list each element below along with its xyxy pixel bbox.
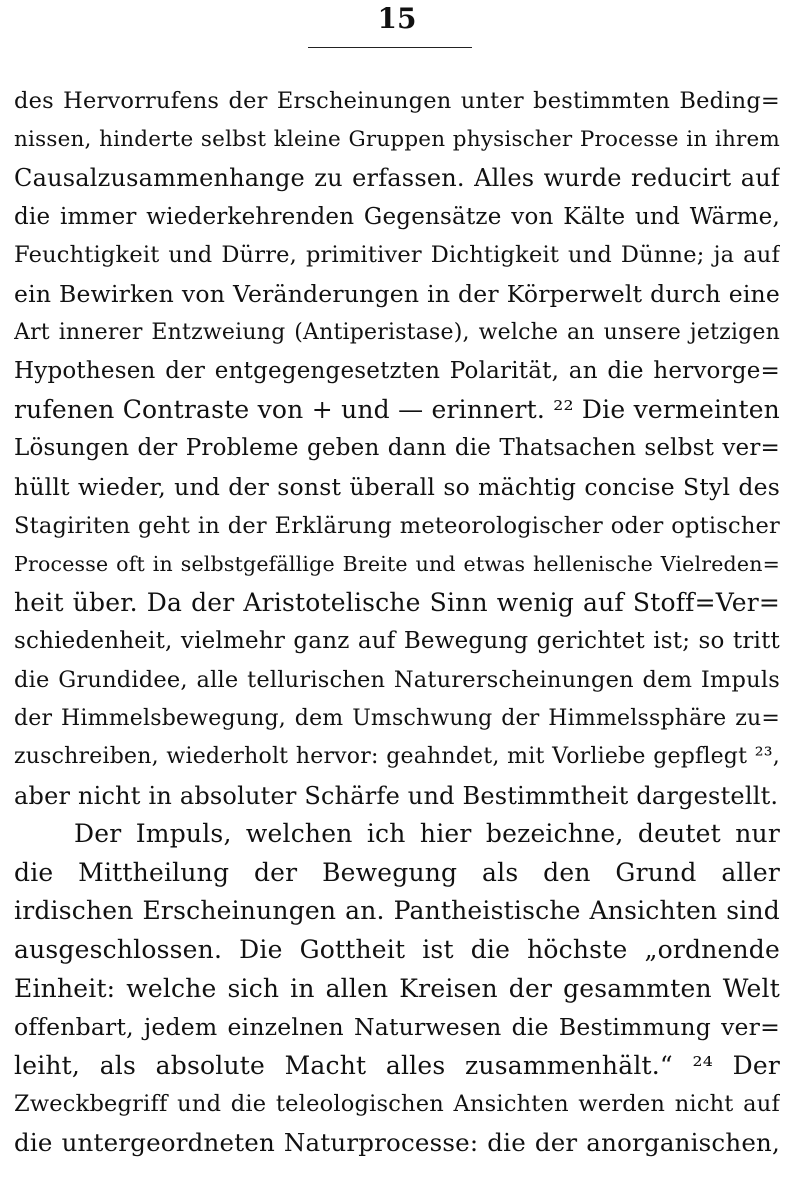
text-line: Lösungen der Probleme geben dann die Thatsachen selbst ver= [14,435,780,462]
text-line: Art innerer Entzweiung (Antiperistase), welche an unsere jetzigen [14,319,780,345]
paragraph-end-line: aber nicht in absoluter Schärfe und Bestimmtheit dargestellt. [14,781,779,810]
text-line: die untergeordneten Naturprocesse: die der anorganischen, [14,1128,780,1158]
paragraph-start-line: Der Impuls, welchen ich hier bezeichne, deutet nur [74,819,780,849]
text-line: Causalzusammenhange zu erfassen. Alles wurde reducirt auf [14,164,780,193]
text-line: die Grundidee, alle tellurischen Naturerscheinungen dem Impuls [14,666,780,693]
text-line: nissen, hinderte selbst kleine Gruppen physischer Processe in ihrem [14,126,780,152]
text-line: schiedenheit, vielmehr ganz auf Bewegung gerichtet ist; so tritt [14,628,780,655]
text-line: Feuchtigkeit und Dürre, primitiver Dichtigkeit und Dünne; ja auf [14,242,780,269]
text-line: leiht, als absolute Macht alles zusammenhält.“ ²⁴ Der [14,1050,780,1080]
text-line: Einheit: welche sich in allen Kreisen der gesammten Welt [14,973,780,1003]
text-line: zuschreiben, wiederholt hervor: geahndet, mit Vorliebe gepflegt ²³, [14,744,780,770]
text-line: Zweckbegriff und die teleologischen Ansichten werden nicht auf [14,1091,780,1118]
text-line: Processe oft in selbstgefällige Breite und etwas hellenische Vielreden= [14,552,780,577]
text-line: hüllt wieder, und der sonst überall so mächtig concise Styl des [14,472,780,501]
text-line: ausgeschlossen. Die Gottheit ist die höchste „ordnende [14,935,780,965]
text-line: des Hervorrufens der Erscheinungen unter bestimmten Beding= [14,88,780,114]
header-rule [308,47,472,48]
text-line: der Himmelsbewegung, dem Umschwung der Himmelssphäre zu= [14,705,780,731]
text-line: die immer wiederkehrenden Gegensätze von Kälte und Wärme, [14,203,780,230]
text-line: die Mittheilung der Bewegung als den Grund aller [14,857,780,887]
body-text [14,82,780,1163]
text-line: heit über. Da der Aristotelische Sinn wenig auf Stoff=Ver= [14,587,780,617]
text-line: offenbart, jedem einzelnen Naturwesen die Bestimmung ver= [14,1013,780,1042]
text-line: irdischen Erscheinungen an. Pantheistische Ansichten sind [14,896,780,926]
text-line: ein Bewirken von Veränderungen in der Körperwelt durch eine [14,279,780,308]
text-line: rufenen Contraste von + und — erinnert. ²² Die vermeinten [14,394,780,424]
text-line: Stagiriten geht in der Erklärung meteorologischer oder optischer [14,512,780,539]
page-number: 15 [377,2,417,35]
text-line: Hypothesen der entgegengesetzten Polarität, an die hervorge= [14,358,780,385]
